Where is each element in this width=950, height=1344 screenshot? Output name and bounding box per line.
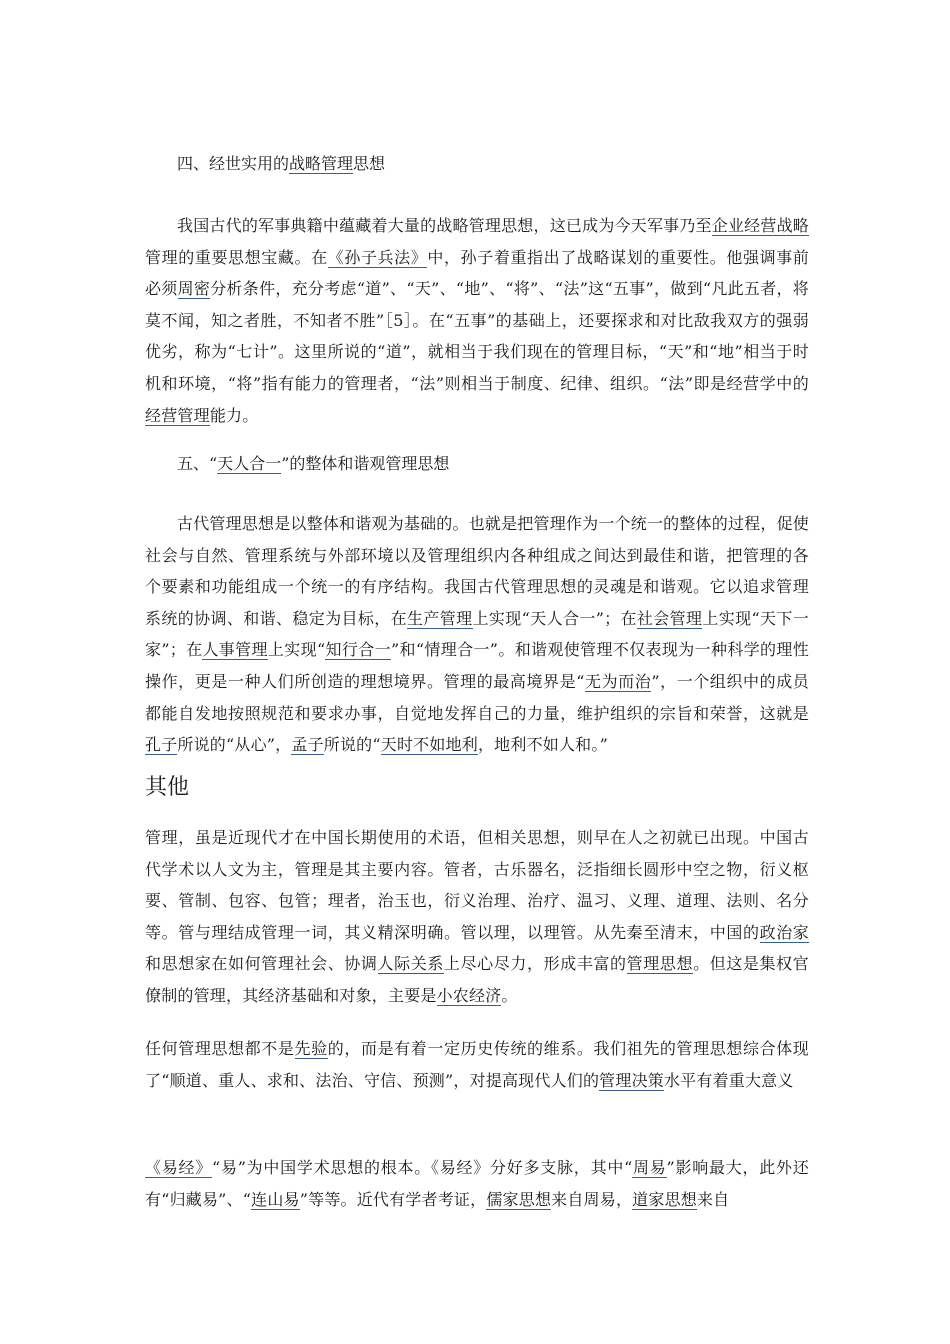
text-run: 水平有着重大意义 — [663, 1070, 794, 1090]
link-business-management[interactable]: 经营管理 — [145, 405, 210, 425]
heading-text: 五、“ — [177, 454, 218, 473]
text-run: 我国古代的军事典籍中蕴藏着大量的战略管理思想，这已成为今天军事乃至 — [177, 216, 712, 235]
link-thorough[interactable]: 周密 — [177, 279, 211, 299]
link-confucius[interactable]: 孔子 — [145, 735, 178, 755]
text-run: ”影响最大，此外还有“归藏易”、“ — [145, 1158, 809, 1209]
link-social-management[interactable]: 社会管理 — [636, 608, 703, 628]
text-run: 。但这是集权官僚制的管理，其经济基础和对象，主要是 — [145, 954, 809, 1005]
text-run: 来自周易， — [551, 1189, 633, 1209]
text-run: ”，一个组织中的成员都能自发地按照规范和要求办事，自觉地发挥自己的力量，维护组织的宗旨和荣誉，这就是 — [145, 671, 809, 723]
link-mencius[interactable]: 孟子 — [291, 735, 324, 755]
text-run: 中，孙子着重指出了战略谋划的重要性。他强调事前必须 — [145, 247, 810, 299]
paragraph-yijing — [145, 1152, 809, 1215]
text-run: 上实现“天下一家”；在 — [145, 608, 810, 660]
link-management-decision[interactable]: 管理决策 — [599, 1070, 664, 1090]
link-lianshanyi[interactable]: 连山易 — [251, 1189, 300, 1209]
link-strategic-management[interactable]: 战略管理 — [289, 154, 354, 173]
heading-text: 四、经世实用的 — [177, 154, 290, 173]
text-run: 能力。 — [209, 405, 259, 425]
paragraph-strategy — [145, 210, 809, 431]
link-production-management[interactable]: 生产管理 — [407, 608, 473, 628]
text-run: 来自 — [696, 1189, 730, 1209]
text-run: 分析条件，充分考虑“道”、“天”、“地”、“将”、“法”这“五事”，做到“凡此五者，将莫不闻，知之者胜，不知者不胜”［5］。在“五事”的基础上，还要探求和对比敌我双方的强弱优劣，称为“七计”。这里所说的“道”，就相当于我们现在的管理目标，“天”和“地”相当于时机和环境，“将”指有能力的管理者，“法”则相当于制度、纪律、组织。“法”即是经营学中的 — [145, 279, 810, 393]
link-yijing[interactable]: 《易经》 — [145, 1158, 213, 1177]
link-politician[interactable]: 政治家 — [759, 922, 809, 942]
link-taoism[interactable]: 道家思想 — [632, 1189, 697, 1209]
text-run: 管理，虽是近现代才在中国长期使用的术语，但相关思想，则早在人之初就已出现。中国古代学术以人文为主，管理是其主要内容。管者，古乐器名，泛指细长圆形中空之物，衍义枢要、管制、包容、包管；理者，治玉也，衍义治理、治疗、温习、义理、道理、法则、名分等。管与理结成管理一词，其义精深明确。管以理，以理管。从先秦至清末，中国的 — [145, 828, 809, 942]
heading-text: ”的整体和谐观管理思想 — [281, 454, 450, 473]
paragraph-management-history — [145, 822, 809, 1012]
text-run: “易”为中国学术思想的根本。《易经》分好多支脉，其中“ — [212, 1158, 633, 1177]
link-wuwei[interactable]: 无为而治 — [584, 671, 652, 691]
link-a-priori[interactable]: 先验 — [294, 1039, 328, 1058]
text-run: ，地利不如人和。” — [477, 735, 608, 755]
link-heaven-earth-advantage[interactable]: 天时不如地利 — [380, 735, 478, 755]
link-art-of-war[interactable]: 《孙子兵法》 — [327, 247, 428, 267]
text-run: 的，而是有着一定历史传统的维系。我们祖先的管理思想综合体现了“顺道、重人、求和、法治、守信、预测”，对提高现代人们的 — [145, 1039, 809, 1090]
link-confucianism[interactable]: 儒家思想 — [486, 1189, 552, 1209]
text-run: 任何管理思想都不是 — [145, 1039, 295, 1058]
text-run: 和思想家在如何管理社会、协调 — [145, 954, 378, 974]
text-run: 所说的“从心”， — [177, 735, 292, 755]
text-run: 上实现“天人合一”；在 — [472, 608, 637, 628]
text-run: ”等等。近代有学者考证， — [299, 1189, 487, 1209]
link-enterprise-strategy[interactable]: 企业经营战略 — [711, 216, 809, 235]
text-run: 上尽心尽力，形成丰富的 — [443, 954, 627, 974]
text-run: 上实现“ — [267, 640, 326, 660]
heading-text: 思想 — [353, 154, 386, 173]
link-personnel-management[interactable]: 人事管理 — [202, 640, 268, 660]
section-title-other: 其他 — [145, 775, 190, 800]
text-run: 所说的“ — [323, 735, 381, 755]
link-heaven-human-unity[interactable]: 天人合一 — [217, 454, 282, 473]
text-run: 。 — [501, 985, 518, 1005]
link-management-thought[interactable]: 管理思想 — [626, 954, 694, 974]
paragraph-harmony — [145, 508, 809, 761]
text-run: ”和“情理合一”。和谐观使管理不仅表现为一种科学的理性操作，更是一种人们所创造的理想境界。管理的最高境界是“ — [145, 640, 809, 691]
link-interpersonal-relations[interactable]: 人际关系 — [377, 954, 444, 974]
link-unity-knowledge-action[interactable]: 知行合一 — [325, 640, 391, 660]
link-zhouyi[interactable]: 周易 — [632, 1158, 667, 1177]
heading-strategy — [177, 152, 385, 176]
heading-harmony — [177, 452, 449, 476]
text-run: 管理的重要思想宝藏。在 — [145, 247, 328, 267]
link-small-peasant-economy[interactable]: 小农经济 — [436, 985, 502, 1005]
paragraph-tradition — [145, 1033, 809, 1096]
text-run: 古代管理思想是以整体和谐观为基础的。也就是把管理作为一个统一的整体的过程，促使社会与自然、管理系统与外部环境以及管理组织内各种组成之间达到最佳和谐，把管理的各个要素和功能组成一个统一的有序结构。我国古代管理思想的灵魂是和谐观。它以追求管理系统的协调、和谐、稳定为目标，在 — [145, 514, 809, 628]
